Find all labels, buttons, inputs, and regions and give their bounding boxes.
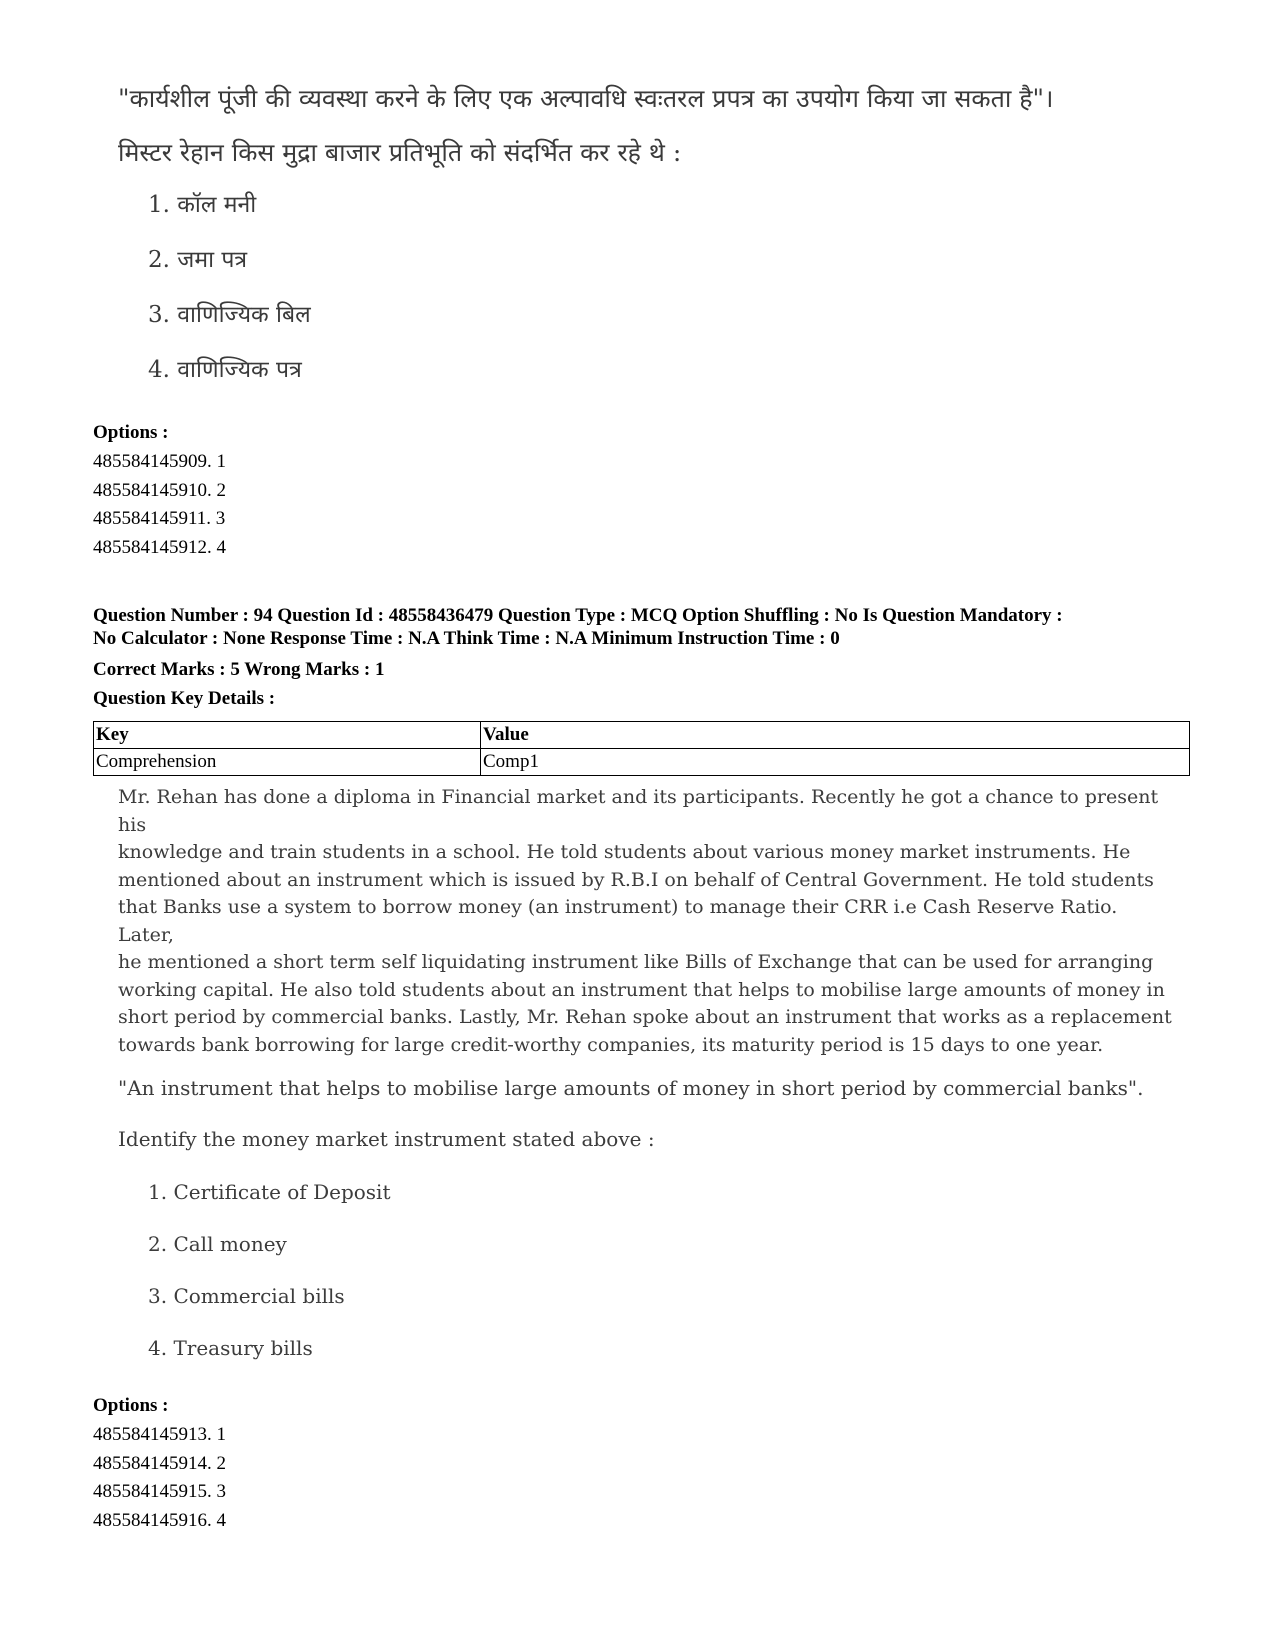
option-id: 485584145915. 3: [93, 1481, 226, 1502]
hindi-question-image: [118, 82, 1175, 170]
passage-line: mentioned about an instrument which is issued by R.B.I on behalf of Central Government. He told students: [118, 868, 1154, 891]
comprehension-passage: [118, 784, 1175, 1059]
hindi-option-row: [118, 245, 1175, 275]
passage-line: working capital. He also told students about an instrument that helps to mobilise large amounts of money in: [118, 978, 1165, 1001]
passage-line: Mr. Rehan has done a diploma in Financial market and its participants. Recently he got a chance to present his: [118, 786, 1159, 836]
option-id: 485584145910. 2: [93, 480, 226, 501]
hindi-quote: "कार्यशील पूंजी की व्यवस्था करने के लिए एक अल्पावधि स्वःतरल प्रपत्र का उपयोग किया जा सकता है"।: [118, 84, 1054, 113]
table-header-key: Key: [94, 722, 481, 749]
options-label: Options :: [93, 422, 169, 443]
question-meta-line1: Question Number : 94 Question Id : 48558436479 Question Type : MCQ Option Shuffling : No Is Question Mandatory :: [93, 605, 1063, 626]
question-option: 3. Commercial bills: [148, 1284, 345, 1308]
question-option-row: [118, 1282, 1175, 1310]
question-text: Identify the money market instrument stated above :: [118, 1127, 655, 1151]
question-option: 4. Treasury bills: [148, 1336, 313, 1360]
question-option-row: [118, 1334, 1175, 1362]
hindi-option: 4. वाणिज्यिक पत्र: [148, 357, 302, 383]
question-quote: "An instrument that helps to mobilise large amounts of money in short period by commercial banks".: [118, 1076, 1144, 1100]
hindi-option-row: [118, 355, 1175, 385]
hindi-question: मिस्टर रेहान किस मुद्रा बाजार प्रतिभूति को संदर्भित कर रहे थे :: [118, 138, 682, 167]
question-option-row: [118, 1230, 1175, 1258]
key-details-label: Question Key Details :: [93, 688, 276, 709]
table-cell-value: Comp1: [481, 749, 1190, 776]
key-details-table: [93, 721, 1190, 776]
passage-line: knowledge and train students in a school. He told students about various money market instruments. He: [118, 841, 1131, 863]
hindi-option: 2. जमा पत्र: [148, 247, 248, 273]
option-id: 485584145914. 2: [93, 1453, 226, 1474]
hindi-options-list: [118, 190, 1175, 220]
table-cell-key: Comprehension: [94, 749, 481, 776]
passage-line: towards bank borrowing for large credit-worthy companies, its maturity period is 15 days to one year.: [118, 1033, 1104, 1056]
table-row: [94, 749, 1190, 776]
passage-line: short period by commercial banks. Lastly, Mr. Rehan spoke about an instrument that works as a replacement: [118, 1006, 1172, 1028]
question-meta-line2: No Calculator : None Response Time : N.A Think Time : N.A Minimum Instruction Time : 0: [93, 628, 840, 649]
marks-line: Correct Marks : 5 Wrong Marks : 1: [93, 659, 385, 680]
option-id: 485584145916. 4: [93, 1510, 226, 1531]
options-label: Options :: [93, 1395, 169, 1416]
table-header-value: Value: [481, 722, 1190, 749]
passage-line: he mentioned a short term self liquidating instrument like Bills of Exchange that can be used for arranging: [118, 951, 1154, 973]
question-option-row: [118, 1178, 1175, 1206]
option-id: 485584145911. 3: [93, 508, 226, 529]
option-id: 485584145913. 1: [93, 1424, 226, 1445]
question-option: 2. Call money: [148, 1232, 287, 1256]
hindi-option: 1. कॉल मनी: [148, 192, 257, 218]
table-header-row: [94, 722, 1190, 749]
hindi-option: 3. वाणिज्यिक बिल: [148, 302, 311, 328]
question-text-block: [118, 1125, 1175, 1153]
option-id: 485584145912. 4: [93, 537, 226, 558]
hindi-option-row: [118, 300, 1175, 330]
question-option: 1. Certificate of Deposit: [148, 1180, 391, 1204]
passage-line: that Banks use a system to borrow money (an instrument) to manage their CRR i.e Cash Reserve Ratio. Later,: [118, 896, 1118, 946]
question-quote-block: [118, 1074, 1175, 1102]
option-id: 485584145909. 1: [93, 451, 226, 472]
